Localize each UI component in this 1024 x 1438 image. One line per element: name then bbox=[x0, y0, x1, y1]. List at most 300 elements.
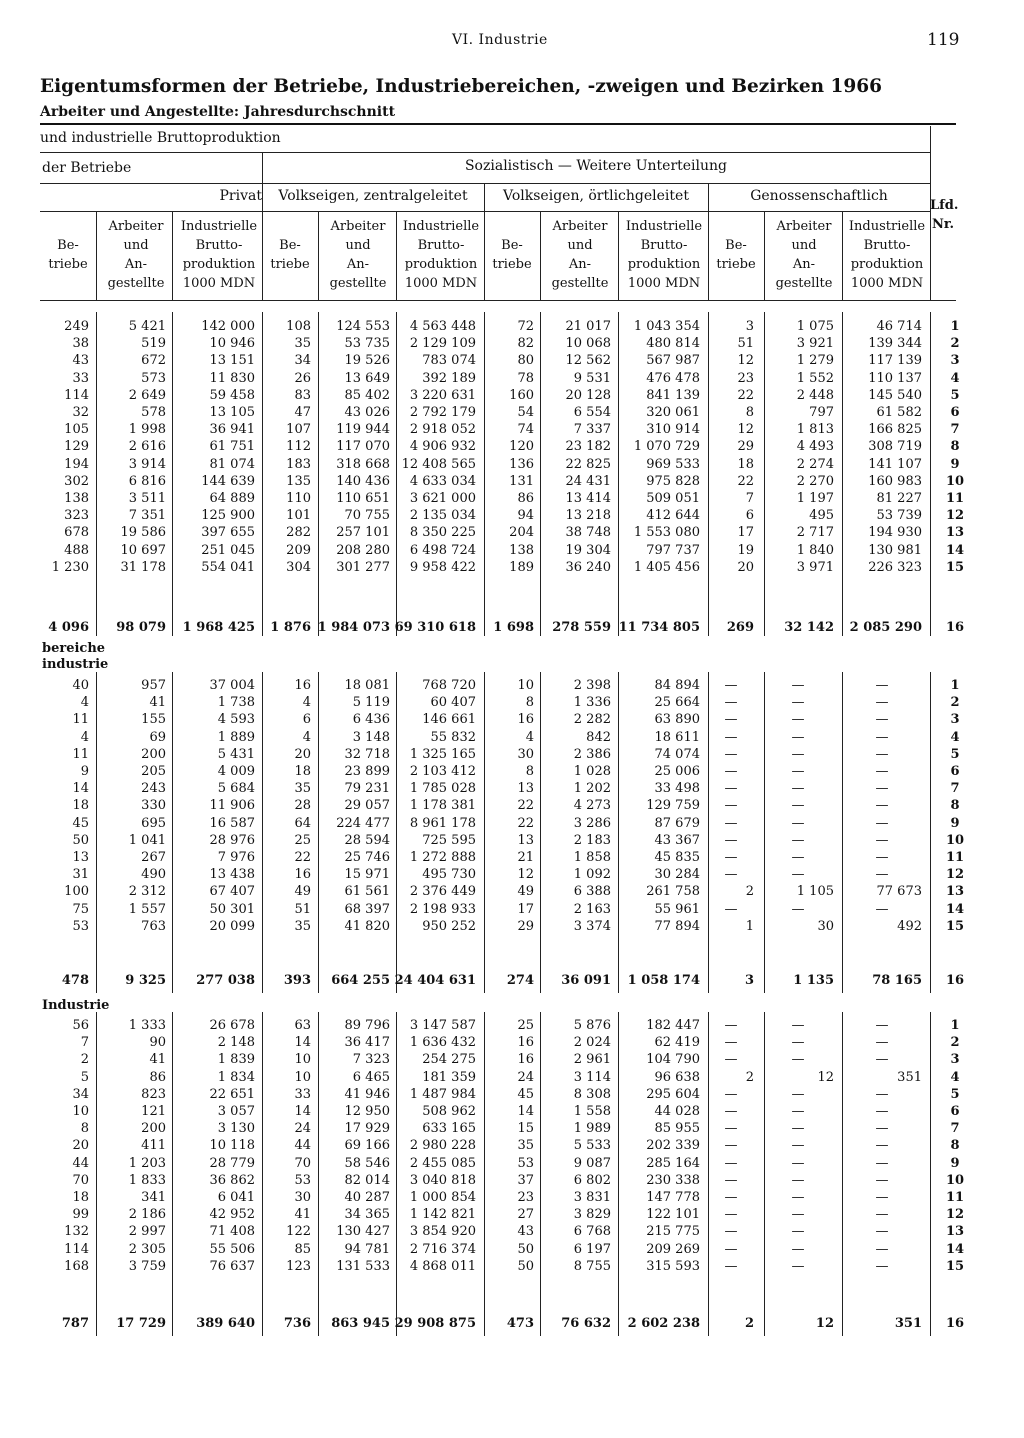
cell-lfd-nr: 10 bbox=[945, 1172, 965, 1188]
cell-vo-brutto: 310 914 bbox=[646, 422, 700, 438]
cell-vo-betriebe: 43 bbox=[517, 1224, 534, 1240]
cell-betriebe: 100 bbox=[64, 884, 89, 900]
cell-lfd-nr: 16 bbox=[945, 973, 965, 988]
subheader-lfd-nr: Lfd. Nr. bbox=[930, 198, 959, 232]
cell-arbeiter: 200 bbox=[141, 1121, 166, 1137]
cell-arbeiter: 2 649 bbox=[128, 387, 166, 403]
cell-gen-brutto: — bbox=[875, 1018, 889, 1033]
cell-vz-arbeiter: 53 735 bbox=[344, 336, 390, 352]
cell-lfd-nr: 10 bbox=[945, 832, 965, 848]
cell-vo-brutto: 841 139 bbox=[646, 387, 700, 403]
cell-betriebe: 40 bbox=[72, 678, 89, 693]
cell-vz-brutto: 6 498 724 bbox=[409, 542, 476, 558]
cell-gen-betriebe: — bbox=[724, 678, 738, 693]
cell-gen-betriebe: 51 bbox=[737, 336, 754, 352]
cell-vo-brutto: 480 814 bbox=[646, 336, 700, 352]
cell-brutto: 16 587 bbox=[209, 815, 255, 831]
cell-gen-brutto: 53 739 bbox=[876, 508, 922, 524]
cell-brutto: 28 976 bbox=[209, 832, 255, 848]
table-row bbox=[0, 506, 1024, 525]
cell-gen-arbeiter: — bbox=[791, 712, 805, 728]
cell-gen-betriebe: 12 bbox=[737, 422, 754, 438]
cell-lfd-nr: 11 bbox=[945, 1190, 965, 1205]
subheader-arbeiter: Arbeiter und An- gestellte bbox=[107, 219, 165, 291]
cell-gen-arbeiter: — bbox=[791, 1086, 805, 1102]
cell-vz-brutto: 8 350 225 bbox=[409, 525, 476, 541]
cell-arbeiter: 31 178 bbox=[120, 559, 166, 575]
subheader-betriebe: Be- triebe bbox=[48, 238, 88, 272]
cell-arbeiter: 490 bbox=[141, 867, 166, 883]
cell-gen-arbeiter: — bbox=[791, 1121, 805, 1137]
subheader-betriebe: Be- triebe bbox=[716, 238, 756, 272]
cell-vo-betriebe: 120 bbox=[509, 439, 534, 455]
cell-brutto: 251 045 bbox=[201, 542, 255, 558]
cell-brutto: 55 506 bbox=[209, 1241, 255, 1257]
cell-vo-arbeiter: 1 858 bbox=[573, 850, 611, 865]
cell-vo-arbeiter: 21 017 bbox=[565, 319, 611, 334]
cell-vz-betriebe: 1 876 bbox=[270, 620, 311, 635]
cell-vo-betriebe: 22 bbox=[517, 798, 534, 814]
cell-vz-brutto: 2 716 374 bbox=[409, 1241, 476, 1257]
cell-vo-betriebe: 1 698 bbox=[493, 620, 534, 635]
cell-lfd-nr: 15 bbox=[945, 1258, 965, 1274]
cell-vz-brutto: 9 958 422 bbox=[409, 559, 476, 575]
cell-gen-arbeiter: — bbox=[791, 901, 805, 917]
cell-gen-arbeiter: — bbox=[791, 1155, 805, 1171]
cell-vz-brutto: 2 455 085 bbox=[409, 1155, 476, 1171]
cell-vo-brutto: 87 679 bbox=[654, 815, 700, 831]
cell-gen-brutto: — bbox=[875, 729, 889, 745]
cell-lfd-nr: 16 bbox=[945, 1316, 965, 1331]
cell-betriebe: 478 bbox=[61, 973, 89, 988]
cell-vz-brutto: 950 252 bbox=[422, 918, 476, 934]
cell-arbeiter: 330 bbox=[141, 798, 166, 814]
cell-vz-brutto: 3 040 818 bbox=[409, 1172, 476, 1188]
cell-brutto: 1 889 bbox=[217, 729, 255, 745]
cell-lfd-nr: 4 bbox=[950, 370, 960, 386]
cell-gen-brutto: 81 227 bbox=[876, 491, 922, 506]
cell-gen-arbeiter: 495 bbox=[809, 508, 834, 524]
table-row bbox=[0, 917, 1024, 936]
page-number: 119 bbox=[927, 30, 960, 50]
cell-gen-arbeiter: 1 552 bbox=[796, 370, 834, 386]
cell-gen-arbeiter: — bbox=[791, 1207, 805, 1223]
cell-vz-betriebe: 25 bbox=[294, 832, 311, 848]
cell-brutto: 2 148 bbox=[217, 1035, 255, 1051]
table-row bbox=[0, 1154, 1024, 1173]
cell-vo-betriebe: 10 bbox=[517, 678, 534, 693]
cell-betriebe: 4 bbox=[80, 695, 89, 711]
cell-vo-betriebe: 12 bbox=[517, 867, 534, 883]
cell-vo-betriebe: 22 bbox=[517, 815, 534, 831]
cell-betriebe: 5 bbox=[80, 1069, 89, 1085]
cell-arbeiter: 1 041 bbox=[128, 832, 166, 848]
cell-vz-betriebe: 209 bbox=[286, 542, 311, 558]
table-row bbox=[0, 472, 1024, 491]
cell-betriebe: 11 bbox=[72, 746, 89, 762]
cell-betriebe: 132 bbox=[64, 1224, 89, 1240]
cell-gen-betriebe: — bbox=[724, 815, 738, 831]
cell-lfd-nr: 13 bbox=[945, 525, 965, 541]
cell-vo-arbeiter: 1 092 bbox=[573, 867, 611, 883]
cell-gen-arbeiter: — bbox=[791, 781, 805, 797]
table-row bbox=[0, 1222, 1024, 1241]
cell-vo-betriebe: 54 bbox=[517, 405, 534, 420]
cell-gen-brutto: — bbox=[875, 1190, 889, 1205]
subheader-brutto: Industrielle Brutto- produktion 1000 MDN bbox=[402, 219, 480, 291]
cell-vz-arbeiter: 17 929 bbox=[344, 1121, 390, 1137]
cell-vo-arbeiter: 2 386 bbox=[573, 746, 611, 762]
cell-vz-betriebe: 53 bbox=[294, 1172, 311, 1188]
cell-gen-arbeiter: — bbox=[791, 1258, 805, 1274]
cell-lfd-nr: 15 bbox=[945, 918, 965, 934]
cell-vo-arbeiter: 22 825 bbox=[565, 456, 611, 472]
column-rule bbox=[96, 211, 97, 300]
cell-vo-arbeiter: 3 286 bbox=[573, 815, 611, 831]
cell-lfd-nr: 8 bbox=[950, 439, 960, 455]
cell-vz-betriebe: 49 bbox=[294, 884, 311, 900]
cell-vo-betriebe: 4 bbox=[525, 729, 534, 745]
cell-vz-betriebe: 35 bbox=[294, 336, 311, 352]
cell-vz-brutto: 254 275 bbox=[422, 1052, 476, 1068]
cell-vz-betriebe: 14 bbox=[294, 1035, 311, 1051]
cell-gen-betriebe: — bbox=[724, 712, 738, 728]
cell-vz-brutto: 1 178 381 bbox=[409, 798, 476, 814]
cell-vz-betriebe: 101 bbox=[286, 508, 311, 524]
table-row bbox=[0, 1240, 1024, 1259]
cell-vz-arbeiter: 131 533 bbox=[336, 1258, 390, 1274]
cell-vo-brutto: 412 644 bbox=[646, 508, 700, 524]
cell-vo-betriebe: 53 bbox=[517, 1155, 534, 1171]
cell-arbeiter: 205 bbox=[141, 764, 166, 779]
cell-gen-brutto: — bbox=[875, 1241, 889, 1257]
cell-lfd-nr: 5 bbox=[950, 1086, 960, 1102]
cell-gen-arbeiter: — bbox=[791, 764, 805, 779]
cell-gen-betriebe: 8 bbox=[745, 405, 754, 420]
cell-brutto: 50 301 bbox=[209, 901, 255, 917]
cell-vo-betriebe: 72 bbox=[517, 319, 534, 334]
table-row bbox=[0, 814, 1024, 833]
table-row-total bbox=[0, 971, 1024, 990]
cell-vz-arbeiter: 82 014 bbox=[344, 1172, 390, 1188]
cell-vo-brutto: 1 043 354 bbox=[633, 319, 700, 334]
table-row bbox=[0, 369, 1024, 388]
cell-betriebe: 38 bbox=[72, 336, 89, 352]
cell-lfd-nr: 6 bbox=[950, 764, 960, 779]
table-row bbox=[0, 1171, 1024, 1190]
cell-gen-arbeiter: 1 813 bbox=[796, 422, 834, 438]
cell-vo-brutto: 509 051 bbox=[646, 491, 700, 506]
cell-betriebe: 33 bbox=[72, 370, 89, 386]
cell-vz-brutto: 8 961 178 bbox=[409, 815, 476, 831]
cell-gen-betriebe: — bbox=[724, 1172, 738, 1188]
cell-vz-brutto: 29 908 875 bbox=[394, 1316, 476, 1331]
cell-vz-arbeiter: 89 796 bbox=[344, 1018, 390, 1033]
cell-brutto: 1 968 425 bbox=[182, 620, 255, 635]
cell-vo-betriebe: 138 bbox=[509, 542, 534, 558]
cell-vo-brutto: 96 638 bbox=[654, 1069, 700, 1085]
cell-vz-arbeiter: 224 477 bbox=[336, 815, 390, 831]
table-row bbox=[0, 351, 1024, 370]
cell-betriebe: 44 bbox=[72, 1155, 89, 1171]
cell-brutto: 125 900 bbox=[201, 508, 255, 524]
cell-arbeiter: 1 557 bbox=[128, 901, 166, 917]
cell-gen-arbeiter: 2 274 bbox=[796, 456, 834, 472]
cell-arbeiter: 155 bbox=[141, 712, 166, 728]
cell-betriebe: 129 bbox=[64, 439, 89, 455]
cell-vo-betriebe: 15 bbox=[517, 1121, 534, 1137]
cell-arbeiter: 695 bbox=[141, 815, 166, 831]
cell-gen-brutto: 166 825 bbox=[868, 422, 922, 438]
cell-vz-brutto: 181 359 bbox=[422, 1069, 476, 1085]
cell-brutto: 144 639 bbox=[201, 473, 255, 489]
cell-gen-betriebe: — bbox=[724, 1035, 738, 1051]
cell-vz-brutto: 2 135 034 bbox=[409, 508, 476, 524]
cell-vo-brutto: 55 961 bbox=[654, 901, 700, 917]
cell-vz-arbeiter: 117 070 bbox=[336, 439, 390, 455]
cell-betriebe: 488 bbox=[64, 542, 89, 558]
cell-gen-arbeiter: — bbox=[791, 798, 805, 814]
cell-vz-brutto: 725 595 bbox=[422, 832, 476, 848]
cell-vo-arbeiter: 4 273 bbox=[573, 798, 611, 814]
cell-arbeiter: 3 759 bbox=[128, 1258, 166, 1274]
cell-vo-brutto: 25 664 bbox=[654, 695, 700, 711]
cell-vo-betriebe: 49 bbox=[517, 884, 534, 900]
cell-vz-arbeiter: 32 718 bbox=[344, 746, 390, 762]
cell-lfd-nr: 9 bbox=[950, 1155, 960, 1171]
cell-gen-betriebe: — bbox=[724, 1052, 738, 1068]
cell-vo-betriebe: 131 bbox=[509, 473, 534, 489]
cell-vz-arbeiter: 40 287 bbox=[344, 1190, 390, 1205]
cell-betriebe: 138 bbox=[64, 491, 89, 506]
cell-arbeiter: 2 997 bbox=[128, 1224, 166, 1240]
cell-gen-brutto: 308 719 bbox=[868, 439, 922, 455]
cell-vz-arbeiter: 29 057 bbox=[344, 798, 390, 814]
cell-arbeiter: 2 616 bbox=[128, 439, 166, 455]
cell-brutto: 1 834 bbox=[217, 1069, 255, 1085]
cell-gen-betriebe: 7 bbox=[745, 491, 754, 506]
cell-vz-brutto: 3 147 587 bbox=[409, 1018, 476, 1033]
cell-vo-arbeiter: 6 388 bbox=[573, 884, 611, 900]
column-rule bbox=[172, 211, 173, 300]
cell-arbeiter: 1 333 bbox=[128, 1018, 166, 1033]
column-rule bbox=[618, 211, 619, 300]
cell-arbeiter: 957 bbox=[141, 678, 166, 693]
cell-betriebe: 114 bbox=[64, 1241, 89, 1257]
cell-gen-brutto: 61 582 bbox=[876, 405, 922, 420]
title-rule bbox=[40, 123, 956, 125]
cell-gen-brutto: — bbox=[875, 1052, 889, 1068]
cell-gen-betriebe: — bbox=[724, 1224, 738, 1240]
cell-betriebe: 50 bbox=[72, 832, 89, 848]
table-row bbox=[0, 1050, 1024, 1069]
cell-gen-brutto: — bbox=[875, 1258, 889, 1274]
cell-brutto: 1 839 bbox=[217, 1052, 255, 1068]
cell-vo-arbeiter: 1 989 bbox=[573, 1121, 611, 1137]
cell-betriebe: 168 bbox=[64, 1258, 89, 1274]
cell-gen-brutto: — bbox=[875, 695, 889, 711]
cell-betriebe: 678 bbox=[64, 525, 89, 541]
cell-vz-brutto: 2 198 933 bbox=[409, 901, 476, 917]
cell-gen-betriebe: 18 bbox=[737, 456, 754, 472]
cell-vz-betriebe: 51 bbox=[294, 901, 311, 917]
cell-gen-brutto: — bbox=[875, 798, 889, 814]
cell-gen-arbeiter: 12 bbox=[817, 1069, 834, 1085]
cell-lfd-nr: 2 bbox=[950, 336, 960, 352]
cell-gen-arbeiter: — bbox=[791, 1172, 805, 1188]
cell-vz-betriebe: 35 bbox=[294, 918, 311, 934]
column-rule bbox=[708, 183, 709, 300]
cell-betriebe: 53 bbox=[72, 918, 89, 934]
cell-gen-brutto: 139 344 bbox=[868, 336, 922, 352]
cell-gen-betriebe: — bbox=[724, 1258, 738, 1274]
cell-gen-brutto: — bbox=[875, 678, 889, 693]
cell-gen-arbeiter: — bbox=[791, 850, 805, 865]
cell-gen-arbeiter: 4 493 bbox=[796, 439, 834, 455]
cell-vz-arbeiter: 863 945 bbox=[331, 1316, 390, 1331]
cell-gen-brutto: 77 673 bbox=[876, 884, 922, 900]
cell-vo-betriebe: 160 bbox=[509, 387, 534, 403]
cell-arbeiter: 672 bbox=[141, 353, 166, 369]
cell-betriebe: 105 bbox=[64, 422, 89, 438]
cell-vo-betriebe: 274 bbox=[506, 973, 534, 988]
cell-vo-arbeiter: 2 398 bbox=[573, 678, 611, 693]
cell-gen-betriebe: 20 bbox=[737, 559, 754, 575]
cell-vz-betriebe: 83 bbox=[294, 387, 311, 403]
cell-vo-betriebe: 8 bbox=[525, 764, 534, 779]
cell-betriebe: 10 bbox=[72, 1104, 89, 1119]
cell-vo-brutto: 84 894 bbox=[654, 678, 700, 693]
cell-gen-betriebe: — bbox=[724, 695, 738, 711]
cell-brutto: 11 830 bbox=[209, 370, 255, 386]
table-row bbox=[0, 865, 1024, 884]
cell-vo-arbeiter: 2 183 bbox=[573, 832, 611, 848]
cell-betriebe: 43 bbox=[72, 353, 89, 369]
cell-brutto: 13 105 bbox=[209, 405, 255, 420]
cell-lfd-nr: 14 bbox=[945, 542, 965, 558]
cell-vz-brutto: 3 854 920 bbox=[409, 1224, 476, 1240]
cell-vz-brutto: 60 407 bbox=[430, 695, 476, 711]
cell-vz-arbeiter: 61 561 bbox=[344, 884, 390, 900]
table-row bbox=[0, 386, 1024, 405]
cell-gen-betriebe: — bbox=[724, 1241, 738, 1257]
col-volkseigen-zentral: Volkseigen, zentralgeleitet bbox=[278, 188, 468, 204]
cell-vo-betriebe: 24 bbox=[517, 1069, 534, 1085]
cell-vo-brutto: 209 269 bbox=[646, 1241, 700, 1257]
cell-vo-betriebe: 21 bbox=[517, 850, 534, 865]
cell-vo-brutto: 1 058 174 bbox=[627, 973, 700, 988]
cell-lfd-nr: 7 bbox=[950, 422, 960, 438]
cell-vz-betriebe: 44 bbox=[294, 1138, 311, 1154]
cell-lfd-nr: 16 bbox=[945, 620, 965, 635]
cell-gen-betriebe: 22 bbox=[737, 473, 754, 489]
cell-gen-arbeiter: 1 279 bbox=[796, 353, 834, 369]
cell-vo-brutto: 30 284 bbox=[654, 867, 700, 883]
subheader-betriebe: Be- triebe bbox=[270, 238, 310, 272]
cell-vz-brutto: 3 621 000 bbox=[409, 491, 476, 506]
cell-vz-betriebe: 112 bbox=[286, 439, 311, 455]
cell-brutto: 26 678 bbox=[209, 1018, 255, 1033]
cell-betriebe: 302 bbox=[64, 473, 89, 489]
cell-vo-arbeiter: 13 414 bbox=[565, 491, 611, 506]
cell-brutto: 20 099 bbox=[209, 918, 255, 934]
cell-vz-betriebe: 35 bbox=[294, 781, 311, 797]
column-rule bbox=[396, 211, 397, 300]
cell-gen-betriebe: 3 bbox=[744, 973, 754, 988]
cell-vo-brutto: 43 367 bbox=[654, 832, 700, 848]
cell-lfd-nr: 1 bbox=[950, 1018, 960, 1033]
table-row bbox=[0, 1033, 1024, 1052]
cell-vz-betriebe: 736 bbox=[283, 1316, 311, 1331]
table-row bbox=[0, 762, 1024, 781]
cell-brutto: 42 952 bbox=[209, 1207, 255, 1223]
cell-lfd-nr: 13 bbox=[945, 1224, 965, 1240]
cell-arbeiter: 1 998 bbox=[128, 422, 166, 438]
cell-betriebe: 45 bbox=[72, 815, 89, 831]
cell-vo-brutto: 797 737 bbox=[646, 542, 700, 558]
cell-vz-brutto: 1 487 984 bbox=[409, 1086, 476, 1102]
cell-gen-brutto: 78 165 bbox=[872, 973, 922, 988]
cell-lfd-nr: 15 bbox=[945, 559, 965, 575]
cell-gen-betriebe: — bbox=[724, 1190, 738, 1205]
cell-arbeiter: 763 bbox=[141, 918, 166, 934]
cell-vo-brutto: 25 006 bbox=[654, 764, 700, 779]
cell-gen-arbeiter: 2 717 bbox=[796, 525, 834, 541]
cell-vo-arbeiter: 8 755 bbox=[573, 1258, 611, 1274]
header-bottom-rule bbox=[40, 300, 956, 301]
cell-vz-arbeiter: 94 781 bbox=[344, 1241, 390, 1257]
cell-arbeiter: 573 bbox=[141, 370, 166, 386]
cell-vz-brutto: 495 730 bbox=[422, 867, 476, 883]
cell-arbeiter: 7 351 bbox=[128, 508, 166, 524]
cell-vz-arbeiter: 208 280 bbox=[336, 542, 390, 558]
cell-lfd-nr: 9 bbox=[950, 815, 960, 831]
cell-vo-arbeiter: 842 bbox=[586, 729, 611, 745]
cell-vz-betriebe: 28 bbox=[294, 798, 311, 814]
cell-arbeiter: 2 305 bbox=[128, 1241, 166, 1257]
cell-betriebe: 787 bbox=[61, 1316, 89, 1331]
cell-vo-brutto: 295 604 bbox=[646, 1086, 700, 1102]
cell-vo-betriebe: 94 bbox=[517, 508, 534, 524]
cell-vo-brutto: 215 775 bbox=[646, 1224, 700, 1240]
cell-vz-betriebe: 16 bbox=[294, 678, 311, 693]
subheader-brutto: Industrielle Brutto- produktion 1000 MDN bbox=[848, 219, 926, 291]
cell-vz-arbeiter: 1 984 073 bbox=[317, 620, 390, 635]
cell-vz-brutto: 4 633 034 bbox=[409, 473, 476, 489]
cell-betriebe: 18 bbox=[72, 1190, 89, 1205]
cell-vo-arbeiter: 10 068 bbox=[565, 336, 611, 352]
cell-vo-brutto: 11 734 805 bbox=[618, 620, 700, 635]
cell-gen-brutto: — bbox=[875, 1035, 889, 1051]
cell-gen-betriebe: — bbox=[724, 798, 738, 814]
cell-vo-brutto: 44 028 bbox=[654, 1104, 700, 1119]
cell-gen-betriebe: 23 bbox=[737, 370, 754, 386]
cell-vz-betriebe: 107 bbox=[286, 422, 311, 438]
cell-brutto: 3 057 bbox=[217, 1104, 255, 1119]
cell-lfd-nr: 5 bbox=[950, 387, 960, 403]
cell-brutto: 10 946 bbox=[209, 336, 255, 352]
column-rule bbox=[842, 211, 843, 300]
cell-vz-brutto: 1 636 432 bbox=[409, 1035, 476, 1051]
cell-arbeiter: 5 421 bbox=[128, 319, 166, 334]
cell-vo-brutto: 104 790 bbox=[646, 1052, 700, 1068]
cell-vz-arbeiter: 6 436 bbox=[352, 712, 390, 728]
cell-vo-betriebe: 27 bbox=[517, 1207, 534, 1223]
cell-vz-brutto: 1 142 821 bbox=[409, 1207, 476, 1223]
cell-vo-arbeiter: 12 562 bbox=[565, 353, 611, 369]
cell-gen-arbeiter: — bbox=[791, 1052, 805, 1068]
cell-vo-arbeiter: 6 802 bbox=[573, 1172, 611, 1188]
